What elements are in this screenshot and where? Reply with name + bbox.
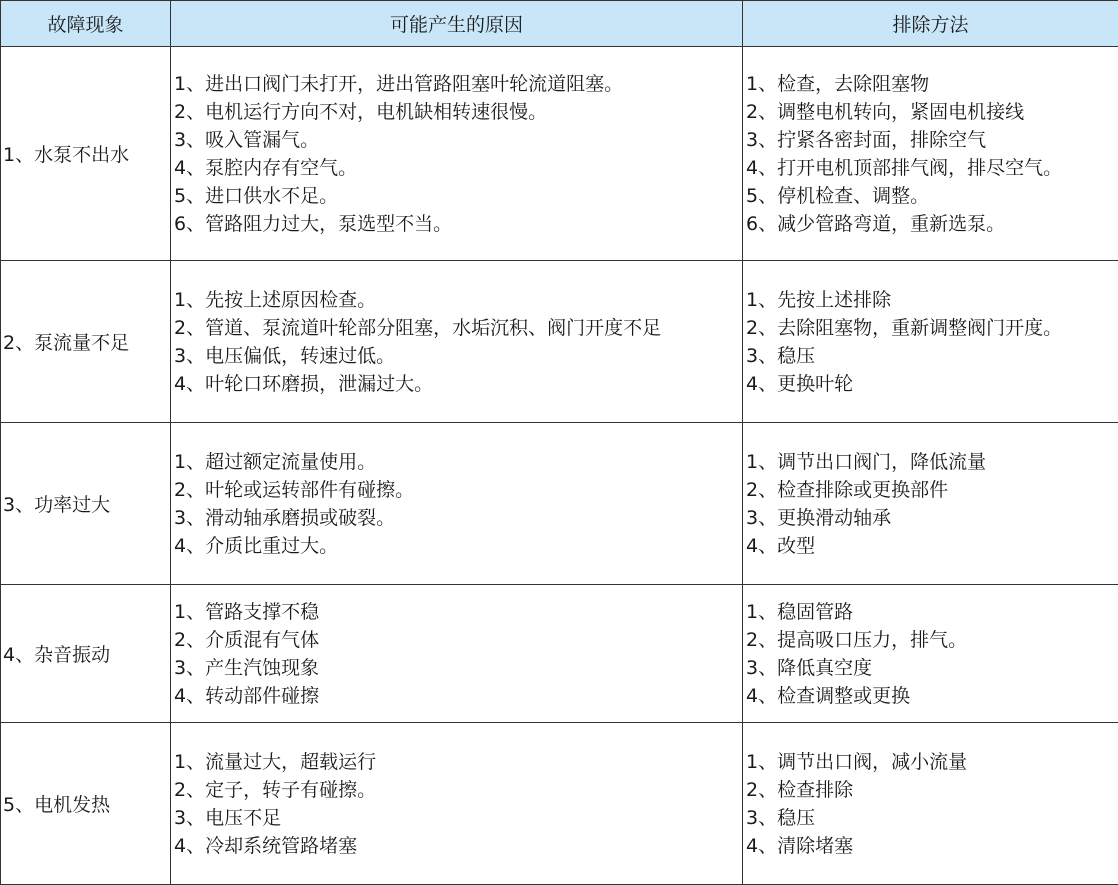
remedy-item: 3、更换滑动轴承: [746, 506, 892, 529]
cause-item: 1、先按上述原因检查。: [174, 288, 377, 311]
remedy-item: 1、调节出口阀，减小流量: [746, 750, 968, 773]
remedy-item: 2、检查排除: [746, 778, 854, 801]
remedy-cell: [743, 261, 1118, 423]
cause-item: 2、管道、泵流道叶轮部分阻塞，水垢沉积、阀门开度不足: [174, 316, 662, 339]
table-row: [1, 47, 1118, 261]
cause-cell: [171, 585, 743, 723]
remedy-item: 3、稳压: [746, 806, 816, 829]
symptom-cell: 2、泵流量不足: [1, 261, 171, 423]
remedy-item: 1、检查，去除阻塞物: [746, 72, 930, 95]
cause-item: 4、泵腔内存有空气。: [174, 156, 358, 179]
remedy-item: 2、提高吸口压力，排气。: [746, 628, 968, 651]
cause-item: 4、转动部件碰擦: [174, 684, 320, 707]
symptom-cell: 3、功率过大: [1, 423, 171, 585]
remedy-item: 6、减少管路弯道，重新选泵。: [746, 212, 1006, 235]
cause-item: 2、电机运行方向不对，电机缺相转速很慢。: [174, 100, 548, 123]
remedy-item: 4、更换叶轮: [746, 372, 854, 395]
remedy-item: 3、稳压: [746, 344, 816, 367]
table-row: [1, 723, 1118, 885]
symptom-cell: 4、杂音振动: [1, 585, 171, 723]
cause-item: 3、电压不足: [174, 806, 282, 829]
header-cause: 可能产生的原因: [171, 1, 743, 47]
cause-cell: [171, 423, 743, 585]
cause-item: 3、电压偏低，转速过低。: [174, 344, 396, 367]
cause-item: 1、超过额定流量使用。: [174, 450, 377, 473]
remedy-item: 4、检查调整或更换: [746, 684, 911, 707]
cause-item: 3、产生汽蚀现象: [174, 656, 320, 679]
remedy-cell: [743, 585, 1118, 723]
table-row: [1, 261, 1118, 423]
cause-item: 2、叶轮或运转部件有碰擦。: [174, 478, 415, 501]
remedy-cell: [743, 423, 1118, 585]
remedy-item: 1、先按上述排除: [746, 288, 892, 311]
table-row: [1, 423, 1118, 585]
remedy-item: 3、拧紧各密封面，排除空气: [746, 128, 987, 151]
symptom-cell: 1、水泵不出水: [1, 47, 171, 261]
table-header-row: [1, 1, 1118, 47]
cause-item: 4、介质比重过大。: [174, 534, 339, 557]
remedy-cell: [743, 47, 1118, 261]
cause-item: 5、进口供水不足。: [174, 184, 339, 207]
cause-item: 3、吸入管漏气。: [174, 128, 320, 151]
cause-item: 4、冷却系统管路堵塞: [174, 834, 358, 857]
remedy-item: 1、调节出口阀门，降低流量: [746, 450, 987, 473]
remedy-item: 4、改型: [746, 534, 816, 557]
cause-cell: [171, 261, 743, 423]
remedy-item: 3、降低真空度: [746, 656, 873, 679]
header-symptom: 故障现象: [1, 1, 171, 47]
cause-item: 3、滑动轴承磨损或破裂。: [174, 506, 396, 529]
remedy-item: 4、清除堵塞: [746, 834, 854, 857]
cause-cell: [171, 723, 743, 885]
cause-item: 4、叶轮口环磨损，泄漏过大。: [174, 372, 434, 395]
cause-item: 2、介质混有气体: [174, 628, 320, 651]
remedy-item: 1、稳固管路: [746, 600, 854, 623]
remedy-item: 5、停机检查、调整。: [746, 184, 930, 207]
cause-item: 1、流量过大，超载运行: [174, 750, 377, 773]
remedy-item: 4、打开电机顶部排气阀，排尽空气。: [746, 156, 1063, 179]
cause-item: 1、管路支撑不稳: [174, 600, 320, 623]
cause-item: 6、管路阻力过大，泵选型不当。: [174, 212, 453, 235]
remedy-cell: [743, 723, 1118, 885]
cause-item: 1、进出口阀门未打开，进出管路阻塞叶轮流道阻塞。: [174, 72, 624, 95]
symptom-cell: 5、电机发热: [1, 723, 171, 885]
cause-item: 2、定子，转子有碰擦。: [174, 778, 377, 801]
remedy-item: 2、去除阻塞物，重新调整阀门开度。: [746, 316, 1063, 339]
table-row: [1, 585, 1118, 723]
remedy-item: 2、调整电机转向，紧固电机接线: [746, 100, 1025, 123]
header-remedy: 排除方法: [743, 1, 1118, 47]
cause-cell: [171, 47, 743, 261]
remedy-item: 2、检查排除或更换部件: [746, 478, 949, 501]
